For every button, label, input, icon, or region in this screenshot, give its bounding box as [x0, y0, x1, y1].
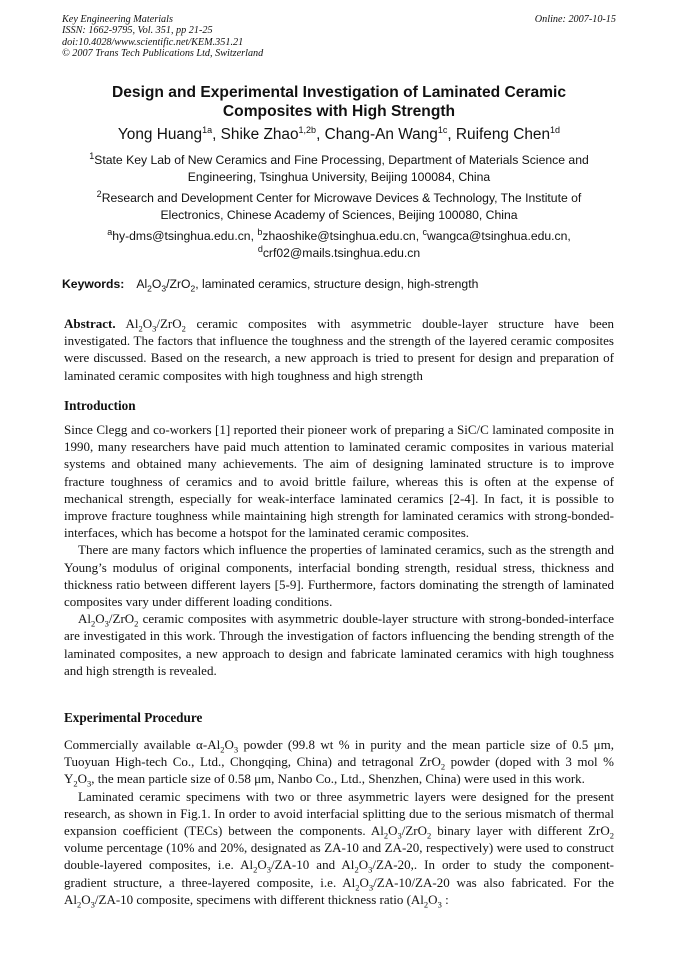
affiliation-line: Research and Development Center for Microwave Devices & Technology, The Institute of: [101, 191, 582, 205]
online-date: Online: 2007-10-15: [534, 14, 616, 25]
abstract-paragraph: Abstract. $Al_2O_3/ZrO_2$ ceramic composites with asymmetric double-layer structure have been investigated. The factors that influence the toughness and the strength of the layered ceramic composites were discussed. Based on the research, a new approach is tried to present for design and preparation of laminated ceramic composites with high toughness and high strength: [64, 316, 614, 383]
paragraph: Laminated ceramic specimens with two or three asymmetric layers were designed for the present research, as shown in Fig.1. In order to avoid interfacial splitting due to the serious mismatch of thermal expansion coefficient (TECs) between the components. $Al_2O_3/ZrO_2$ binary layer with different ZrO$_2$ volume percentage (10% and 20%, designated as ZA-10 and ZA-20, respectively) were used to construct double-layered composites, i.e. $Al_2O_3/ZA-10$ and $Al_2O_3/ZA-20$,. In order to study the component-gradient structure, a three-layered composite, i.e. $Al_2O_3/ZA-10/ZA-20$ was also fabricated. For the $Al_2O_3/ZA-10$ composite, specimens with different thickness ratio ($Al_2O_3$ :: [64, 788, 615, 910]
section-heading-experimental: Experimental Procedure: [64, 710, 203, 725]
abstract-text: ceramic composites with asymmetric double-layer structure have been investigated. The factors that influence the toughness and the strength of the layered ceramic composites were discussed. Based on the research, a new approach is tried to present for design and preparation of laminated ceramic composites with high toughness and high strength: [64, 316, 614, 383]
journal-header: [62, 14, 616, 60]
affiliation-line: State Key Lab of New Ceramics and Fine Processing, Department of Materials Science and: [94, 153, 589, 167]
author-name: Ruifeng Chen: [455, 126, 551, 143]
keywords-line: [62, 277, 616, 294]
author-name: Shike Zhao: [220, 126, 299, 143]
title-line-2: Composites with High Strength: [222, 103, 456, 120]
paragraph: Commercially available $\alpha-Al_2O_3$ powder (99.8 wt % in purity and the mean particle size of 0.5 μm, Tuoyuan High-tech Co., Ltd., Chongqing, China) and tetragonal ZrO$_2$ powder (doped with 3 mol % $Y_2O_3$, the mean particle size of 0.58 μm, Nanbo Co., Ltd., Shenzhen, China) were used in this work.: [64, 737, 614, 789]
abstract-label: Abstract.: [64, 316, 116, 331]
email-list: $^a$hy-dms@tsinghua.edu.cn, $^b$zhaoshike@tsinghua.edu.cn, $^c$wangca@tsinghua.edu.cn, $^d$crf02@mails.tsinghua.edu.cn: [107, 226, 571, 260]
keywords-text: $Al_2O_3/ZrO_2$, laminated ceramics, structure design, high-strength: [136, 277, 479, 294]
author-list: Yong Huang$^{1a}$, Shike Zhao$^{1,2b}$, Chang-An Wang$^{1c}$, Ruifeng Chen$^{1d}$: [117, 124, 561, 143]
section-heading-introduction: Introduction: [64, 398, 136, 413]
paper-title: [62, 83, 616, 121]
affiliation-sup: 1: [89, 150, 95, 161]
author-name: Yong Huang: [117, 126, 203, 143]
doi-line[interactable]: doi:10.4028/www.scientific.net/KEM.351.21: [62, 36, 244, 48]
email-sup: d: [257, 243, 263, 254]
author-sup: 1,2b: [298, 124, 317, 135]
affiliation-1: [62, 152, 616, 185]
keywords-label: Keywords:: [62, 277, 125, 291]
paragraph: Since Clegg and co-workers [1] reported their pioneer work of preparing a SiC/C laminated composite in 1990, many researchers have paid much attention to laminated ceramic composites in various material systems and obtained many achievements. The aim of designing laminated structure is to improve fracture toughness of ceramics and to avoid brittle failure, whereas this is often at the expense of mechanical strength, especially for weak-interface laminated ceramics [2-4]. In fact, it is possible to improve fracture toughness while maintaining high strength for laminated ceramics with strong-bonded-interfaces, which has become a hotspot for the laminated ceramic composites.: [64, 422, 614, 541]
author-name: Chang-An Wang: [324, 126, 438, 143]
email-link[interactable]: zhaoshike@tsinghua.edu.cn: [262, 229, 416, 243]
introduction-section: [64, 421, 614, 679]
affiliation-sup: 2: [96, 188, 102, 199]
issn-line: ISSN: 1662-9795, Vol. 351, pp 21-25: [62, 25, 213, 37]
affiliation-line: Engineering, Tsinghua University, Beijing 100084, China: [187, 169, 491, 184]
paragraph: There are many factors which influence the properties of laminated ceramics, such as the strength and Young’s modulus of original components, interfacial bonding strength, residual stress, thickness and thickness ratio between different layers [5-9]. Furthermore, factors dominating the strength of laminated composites vary under different loading conditions.: [64, 542, 614, 610]
affiliation-2: [62, 190, 616, 223]
journal-name: Key Engineering Materials: [62, 14, 173, 25]
paragraph: $Al_2O_3/ZrO_2$ ceramic composites with asymmetric double-layer structure with strong-bonded-interface are investigated in this work. Through the investigation of factors influencing the bending strength of the laminated composites, a new approach to design and fabricate laminated ceramics with high toughness and high strength is revealed.: [64, 611, 615, 678]
author-sup: 1c: [437, 124, 448, 135]
author-sup: 1d: [550, 124, 561, 135]
copyright-line: © 2007 Trans Tech Publications Ltd, Switzerland: [62, 48, 264, 60]
affiliation-line: Electronics, Chinese Academy of Sciences, Beijing 100080, China: [160, 207, 518, 222]
email-link[interactable]: hy-dms@tsinghua.edu.cn: [112, 229, 251, 243]
title-line-1: Design and Experimental Investigation of Laminated Ceramic: [111, 84, 567, 101]
email-link[interactable]: crf02@mails.tsinghua.edu.cn: [262, 245, 421, 260]
email-sup: a: [107, 226, 113, 237]
email-sup: c: [422, 226, 427, 237]
experimental-section: [64, 736, 614, 908]
email-sup: b: [257, 226, 263, 237]
author-sup: 1a: [202, 124, 213, 135]
email-link[interactable]: wangca@tsinghua.edu.cn: [426, 229, 568, 243]
